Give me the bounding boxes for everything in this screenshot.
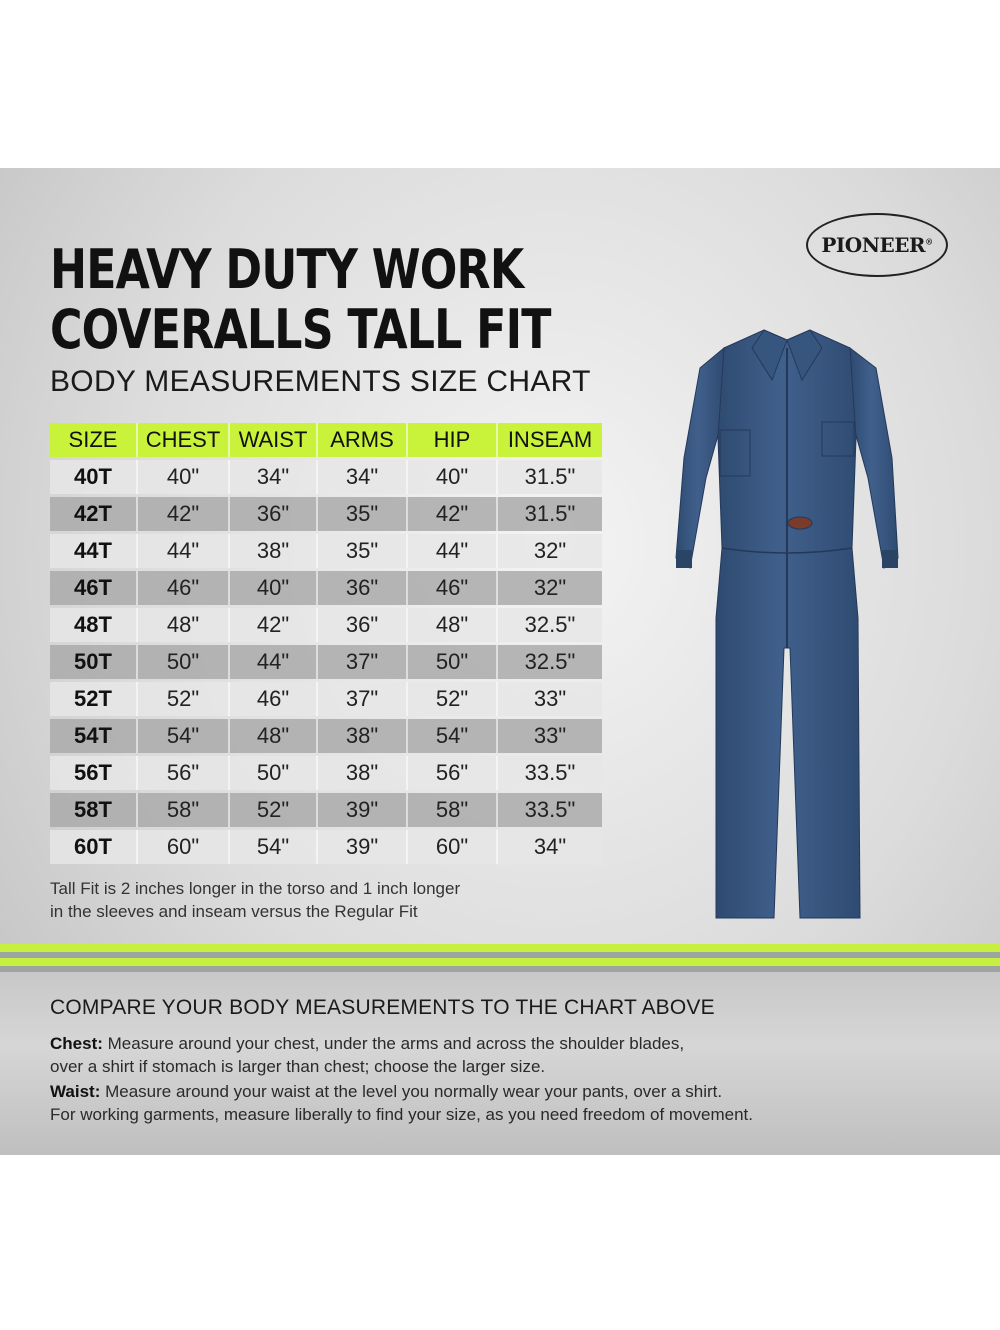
table-cell-size: 40T bbox=[50, 460, 136, 494]
table-cell-hip: 58" bbox=[406, 793, 496, 827]
table-cell-chest: 40" bbox=[136, 460, 228, 494]
table-cell-hip: 60" bbox=[406, 830, 496, 864]
table-cell-hip: 46" bbox=[406, 571, 496, 605]
table-cell-arms: 34" bbox=[316, 460, 406, 494]
table-cell-waist: 42" bbox=[228, 608, 316, 642]
column-header-waist: WAIST bbox=[228, 423, 316, 457]
table-cell-chest: 56" bbox=[136, 756, 228, 790]
table-cell-size: 54T bbox=[50, 719, 136, 753]
stripe-green-2 bbox=[0, 958, 1000, 966]
registered-mark: ® bbox=[925, 236, 933, 247]
column-header-hip: HIP bbox=[406, 423, 496, 457]
table-cell-hip: 50" bbox=[406, 645, 496, 679]
note-line-1: Tall Fit is 2 inches longer in the torso and 1 inch longer bbox=[50, 879, 461, 898]
logo-wordmark: PIONEER bbox=[821, 233, 926, 257]
table-row bbox=[50, 608, 602, 642]
stripe-green-1 bbox=[0, 944, 1000, 952]
table-cell-waist: 40" bbox=[228, 571, 316, 605]
table-cell-arms: 35" bbox=[316, 534, 406, 568]
table-cell-waist: 38" bbox=[228, 534, 316, 568]
table-cell-chest: 42" bbox=[136, 497, 228, 531]
table-cell-inseam: 33.5" bbox=[496, 793, 602, 827]
table-row bbox=[50, 756, 602, 790]
table-cell-inseam: 32.5" bbox=[496, 645, 602, 679]
table-cell-hip: 40" bbox=[406, 460, 496, 494]
table-cell-chest: 46" bbox=[136, 571, 228, 605]
page-title bbox=[50, 240, 551, 360]
table-cell-arms: 39" bbox=[316, 830, 406, 864]
coverall-image bbox=[672, 318, 902, 928]
table-cell-chest: 48" bbox=[136, 608, 228, 642]
table-row bbox=[50, 460, 602, 494]
table-cell-arms: 36" bbox=[316, 571, 406, 605]
table-cell-hip: 56" bbox=[406, 756, 496, 790]
waist-instruction bbox=[50, 1080, 930, 1126]
table-cell-waist: 44" bbox=[228, 645, 316, 679]
table-row bbox=[50, 645, 602, 679]
table-cell-chest: 44" bbox=[136, 534, 228, 568]
table-cell-size: 60T bbox=[50, 830, 136, 864]
table-cell-size: 44T bbox=[50, 534, 136, 568]
size-chart-table bbox=[50, 420, 602, 867]
table-cell-size: 50T bbox=[50, 645, 136, 679]
table-cell-inseam: 31.5" bbox=[496, 497, 602, 531]
table-cell-chest: 50" bbox=[136, 645, 228, 679]
table-cell-inseam: 33" bbox=[496, 719, 602, 753]
table-header-row bbox=[50, 423, 602, 457]
table-cell-chest: 58" bbox=[136, 793, 228, 827]
table-cell-size: 56T bbox=[50, 756, 136, 790]
table-cell-chest: 54" bbox=[136, 719, 228, 753]
page-subtitle: BODY MEASUREMENTS SIZE CHART bbox=[50, 365, 591, 398]
table-cell-inseam: 33.5" bbox=[496, 756, 602, 790]
table-cell-arms: 37" bbox=[316, 645, 406, 679]
table-cell-waist: 52" bbox=[228, 793, 316, 827]
table-cell-waist: 50" bbox=[228, 756, 316, 790]
chest-instruction bbox=[50, 1032, 930, 1078]
table-cell-waist: 54" bbox=[228, 830, 316, 864]
table-row bbox=[50, 682, 602, 716]
table-cell-chest: 52" bbox=[136, 682, 228, 716]
table-cell-waist: 34" bbox=[228, 460, 316, 494]
table-row bbox=[50, 571, 602, 605]
column-header-inseam: INSEAM bbox=[496, 423, 602, 457]
column-header-arms: ARMS bbox=[316, 423, 406, 457]
table-cell-waist: 36" bbox=[228, 497, 316, 531]
table-cell-arms: 36" bbox=[316, 608, 406, 642]
table-cell-size: 58T bbox=[50, 793, 136, 827]
tall-fit-note bbox=[50, 877, 570, 923]
table-row bbox=[50, 830, 602, 864]
table-cell-arms: 35" bbox=[316, 497, 406, 531]
table-row bbox=[50, 719, 602, 753]
waist-label: Waist: bbox=[50, 1082, 101, 1101]
table-cell-inseam: 32" bbox=[496, 571, 602, 605]
table-body bbox=[50, 460, 602, 864]
measurement-instructions bbox=[0, 972, 1000, 1155]
chest-line-2: over a shirt if stomach is larger than chest; choose the larger size. bbox=[50, 1057, 546, 1076]
table-cell-arms: 37" bbox=[316, 682, 406, 716]
table-cell-size: 42T bbox=[50, 497, 136, 531]
waist-line-2: For working garments, measure liberally to find your size, as you need freedom of movement. bbox=[50, 1105, 753, 1124]
table-cell-hip: 42" bbox=[406, 497, 496, 531]
table-cell-arms: 39" bbox=[316, 793, 406, 827]
table-cell-hip: 52" bbox=[406, 682, 496, 716]
table-cell-size: 46T bbox=[50, 571, 136, 605]
note-line-2: in the sleeves and inseam versus the Regular Fit bbox=[50, 902, 418, 921]
table-cell-inseam: 32.5" bbox=[496, 608, 602, 642]
title-line-1: HEAVY DUTY WORK bbox=[50, 238, 524, 301]
title-line-2: COVERALLS TALL FIT bbox=[50, 298, 551, 361]
pioneer-logo bbox=[806, 213, 948, 277]
table-cell-arms: 38" bbox=[316, 719, 406, 753]
table-cell-chest: 60" bbox=[136, 830, 228, 864]
table-row bbox=[50, 497, 602, 531]
table-cell-inseam: 31.5" bbox=[496, 460, 602, 494]
table-cell-hip: 44" bbox=[406, 534, 496, 568]
logo-text bbox=[821, 233, 932, 257]
table-cell-size: 48T bbox=[50, 608, 136, 642]
table-cell-hip: 54" bbox=[406, 719, 496, 753]
chest-line-1: Measure around your chest, under the arms and across the shoulder blades, bbox=[107, 1034, 685, 1053]
chest-label: Chest: bbox=[50, 1034, 103, 1053]
column-header-chest: CHEST bbox=[136, 423, 228, 457]
table-row bbox=[50, 793, 602, 827]
column-header-size: SIZE bbox=[50, 423, 136, 457]
table-cell-size: 52T bbox=[50, 682, 136, 716]
table-row bbox=[50, 534, 602, 568]
table-cell-inseam: 33" bbox=[496, 682, 602, 716]
table-cell-hip: 48" bbox=[406, 608, 496, 642]
table-cell-waist: 48" bbox=[228, 719, 316, 753]
compare-heading: COMPARE YOUR BODY MEASUREMENTS TO THE CHART ABOVE bbox=[50, 996, 715, 1019]
waist-line-1: Measure around your waist at the level you normally wear your pants, over a shirt. bbox=[105, 1082, 723, 1101]
table-cell-inseam: 32" bbox=[496, 534, 602, 568]
table-cell-waist: 46" bbox=[228, 682, 316, 716]
table-cell-arms: 38" bbox=[316, 756, 406, 790]
size-chart-panel bbox=[0, 168, 1000, 1155]
table-cell-inseam: 34" bbox=[496, 830, 602, 864]
